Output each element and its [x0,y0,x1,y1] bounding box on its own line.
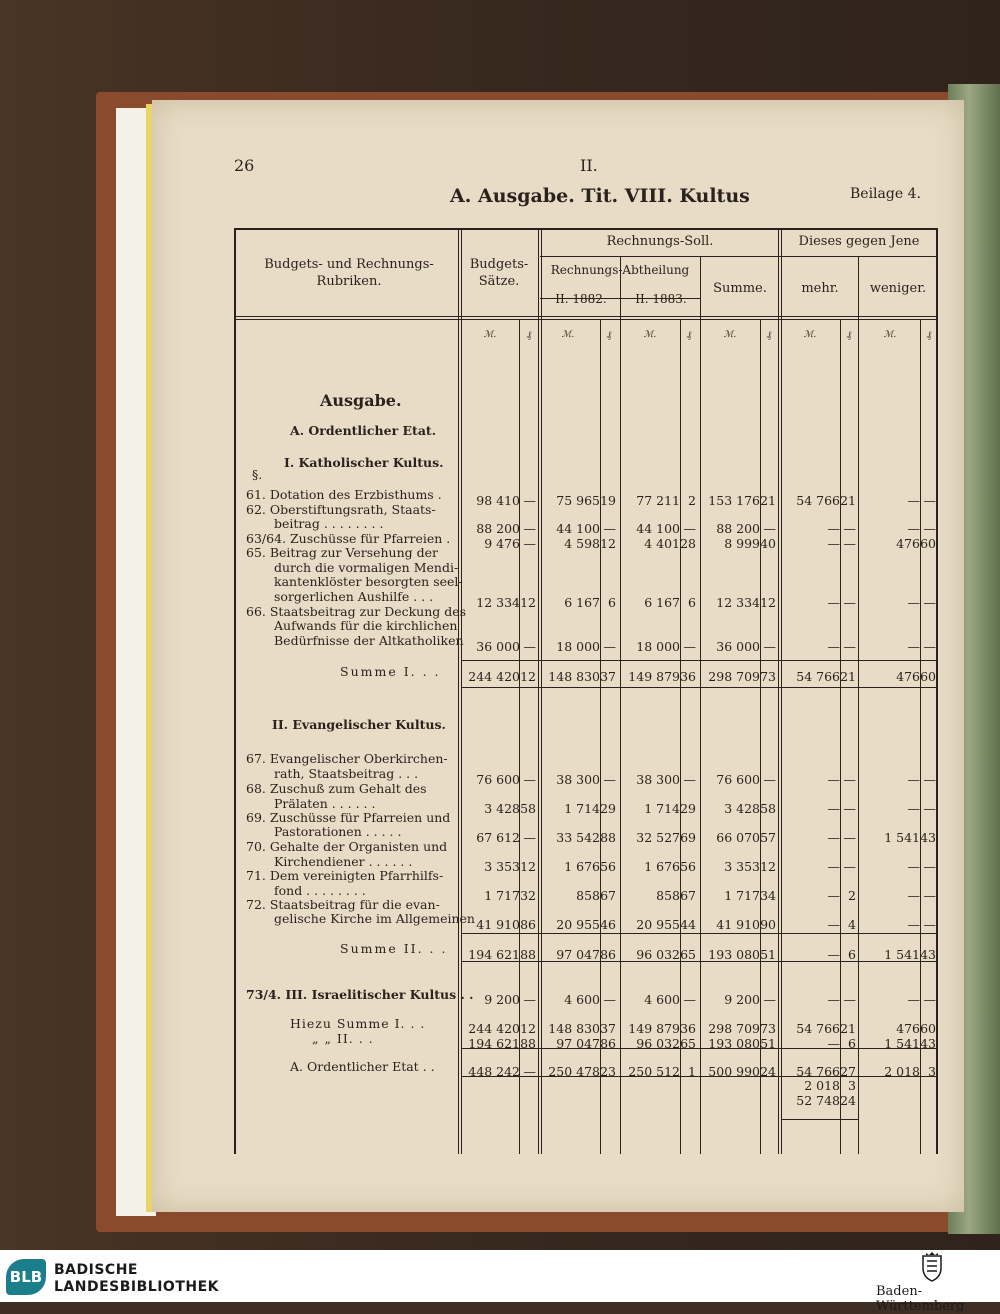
row-label: sorgerlichen Aushilfe . . . [274,589,434,604]
table-cell: 67 612 [476,830,520,845]
table-cell: 12 334 [716,595,760,610]
table-cell: 500 990 [708,1064,760,1079]
table-cell: 77 211 [636,493,680,508]
table-cell: 24 [840,1093,856,1108]
table-cell: 298 709 [708,669,760,684]
table-cell: — [827,859,840,874]
table-cell: 4 [848,917,856,932]
table-cell: 12 [600,536,616,551]
table-cell: 1 717 [724,888,760,903]
unit-pf: ₰ [686,331,692,341]
table-cell: 476 [896,1021,920,1036]
table-cell: — [923,888,936,903]
table-cell: 2 [848,888,856,903]
table-cell: 4 600 [644,992,680,1007]
header-1883: II. 1883. [635,292,687,306]
table-cell: 20 955 [556,917,600,932]
unit-pf: ₰ [766,331,772,341]
table-cell: — [907,801,920,816]
table-cell: 86 [520,917,536,932]
table-cell: 3 428 [724,801,760,816]
table-cell: — [603,992,616,1007]
table-cell: 69 [680,830,696,845]
table-cell: — [843,639,856,654]
table-cell: 149 879 [628,1021,680,1036]
table-cell: 51 [760,947,776,962]
table-cell: — [523,521,536,536]
table-cell: 54 766 [796,1064,840,1079]
table-cell: 67 [600,888,616,903]
table-cell: 88 [600,830,616,845]
table-cell: — [827,947,840,962]
table-cell: 44 100 [636,521,680,536]
table-cell: 88 [520,947,536,962]
table-cell: 67 [680,888,696,903]
table-cell: 51 [760,1036,776,1051]
table-cell: 75 965 [556,493,600,508]
table-cell: 46 [600,917,616,932]
table-cell: — [907,595,920,610]
row-label: 62. Oberstiftungsrath, Staats- [246,502,436,517]
table-cell: 3 353 [724,859,760,874]
table-cell: — [603,521,616,536]
table-cell: 36 000 [476,639,520,654]
header-mehr: mehr. [801,281,839,296]
table-cell: 32 527 [636,830,680,845]
row-label-israelitisch: 73/4. III. Israelitischer Kultus . . [246,987,474,1002]
table-cell: — [907,772,920,787]
row-label: gelische Kirche im Allgemeinen [274,911,475,926]
table-cell: 37 [600,669,616,684]
table-cell: 38 300 [636,772,680,787]
table-cell: 194 621 [468,947,520,962]
row-label: 65. Beitrag zur Versehung der [246,545,439,560]
header-abtheilung: Rechnungs-Abtheilung [550,263,690,277]
section-katholisch: I. Katholischer Kultus. [284,455,444,470]
table-cell: — [523,1064,536,1079]
table-cell: — [843,536,856,551]
table-cell: 9 200 [724,992,760,1007]
table-cell: — [827,917,840,932]
table-cell: — [683,772,696,787]
table-cell: 88 200 [716,521,760,536]
table-cell: — [907,888,920,903]
table-cell: 2 018 [804,1078,840,1093]
state-name: Baden-Württemberg [876,1284,965,1314]
table-cell: — [763,521,776,536]
table-cell: 29 [600,801,616,816]
table-cell: 858 [576,888,600,903]
table-cell: 86 [600,1036,616,1051]
table-cell: 54 766 [796,1021,840,1036]
table-cell: 23 [600,1064,616,1079]
unit-pf: ₰ [526,331,532,341]
table-cell: 1 714 [564,801,600,816]
beilage-label: Beilage 4. [850,186,921,202]
header-dieses: Dieses gegen Jene [798,234,920,249]
table-cell: — [923,521,936,536]
table-cell: 43 [920,947,936,962]
table-cell: 476 [896,669,920,684]
table-cell: 250 478 [548,1064,600,1079]
table-cell: 148 830 [548,1021,600,1036]
table-cell: 153 176 [708,493,760,508]
table-cell: 97 047 [556,947,600,962]
table-cell: 4 598 [564,536,600,551]
table-cell: 19 [600,493,616,508]
table-cell: 44 100 [556,521,600,536]
table-cell: 4 600 [564,992,600,1007]
table-cell: — [523,772,536,787]
table-cell: 21 [760,493,776,508]
table-cell: 21 [840,669,856,684]
table-cell: — [843,801,856,816]
unit-mark: ℳ. [723,330,737,340]
table-cell: 54 766 [796,669,840,684]
table-cell: 1 541 [884,830,920,845]
unit-mark: ℳ. [883,330,897,340]
table-cell: 33 542 [556,830,600,845]
row-label: Bedürfnisse der Altkatholiken [274,633,464,648]
table-cell: 12 [520,1021,536,1036]
table-cell: 88 [520,1036,536,1051]
table-cell: 60 [920,1021,936,1036]
table-cell: 97 047 [556,1036,600,1051]
table-cell: 96 032 [636,1036,680,1051]
table-cell: 858 [656,888,680,903]
table-cell: 90 [760,917,776,932]
page-number: 26 [234,156,255,175]
table-cell: — [843,859,856,874]
table-cell: 73 [760,669,776,684]
table-cell: 194 621 [468,1036,520,1051]
table-cell: 12 [520,595,536,610]
table-cell: — [523,639,536,654]
table-cell: — [827,639,840,654]
table-cell: 1 717 [484,888,520,903]
table-cell: — [763,992,776,1007]
row-label: fond . . . . . . . . [274,883,366,898]
table-cell: — [843,992,856,1007]
table-cell: — [523,536,536,551]
table-cell: 3 [848,1078,856,1093]
table-cell: 148 830 [548,669,600,684]
table-cell: 41 910 [476,917,520,932]
table-cell: 43 [920,830,936,845]
table-cell: 6 [608,595,616,610]
row-label-hiezu-i: Hiezu Summe I. . . [290,1016,426,1031]
table-cell: — [907,493,920,508]
row-label: 66. Staatsbeitrag zur Deckung des [246,604,467,619]
table-cell: — [923,859,936,874]
table-cell: — [923,493,936,508]
table-cell: 21 [840,1021,856,1036]
table-cell: — [827,772,840,787]
table-cell: 60 [920,669,936,684]
table-cell: 38 300 [556,772,600,787]
row-label: Kirchendiener . . . . . . [274,854,413,869]
header-rubriken: Budgets- und Rechnungs-Rubriken. [264,257,434,289]
table-cell: — [827,992,840,1007]
table-cell: — [683,639,696,654]
table-cell: 3 [928,1064,936,1079]
table-cell: 20 955 [636,917,680,932]
table-cell: 56 [600,859,616,874]
header-budget: Budgets-Sätze. [469,257,529,289]
table-cell: 88 200 [476,521,520,536]
table-cell: — [683,992,696,1007]
table-cell: 4 401 [644,536,680,551]
table-cell: 2 [688,493,696,508]
table-cell: 250 512 [628,1064,680,1079]
table-cell: 8 999 [724,536,760,551]
library-name-line2: LANDESBIBLIOTHEK [54,1279,220,1295]
table-cell: 9 200 [484,992,520,1007]
header-summe: Summe. [713,281,767,296]
table-cell: 66 070 [716,830,760,845]
table-cell: 18 000 [556,639,600,654]
table-cell: 1 541 [884,947,920,962]
unit-mark: ℳ. [483,330,497,340]
table-cell: — [603,639,616,654]
table-cell: 27 [840,1064,856,1079]
table-cell: 36 000 [716,639,760,654]
table-cell: 54 766 [796,493,840,508]
table-cell: 298 709 [708,1021,760,1036]
table-cell: 3 353 [484,859,520,874]
table-cell: 193 080 [708,1036,760,1051]
table-cell: 58 [760,801,776,816]
section-evangelisch: II. Evangelischer Kultus. [272,717,446,732]
table-cell: — [827,1036,840,1051]
table-cell: — [843,772,856,787]
table-cell: 65 [680,1036,696,1051]
table-cell: 34 [760,888,776,903]
table-cell: 44 [680,917,696,932]
table-cell: — [827,595,840,610]
table-cell: — [523,493,536,508]
table-cell: — [843,521,856,536]
row-label: 61. Dotation des Erzbisthums . [246,487,442,502]
row-label-ordentlich-total: A. Ordentlicher Etat . . [290,1059,435,1074]
row-label: rath, Staatsbeitrag . . . [274,766,419,781]
table-cell: 76 600 [476,772,520,787]
table-cell: 6 [848,1036,856,1051]
table-cell: — [843,595,856,610]
table-cell: 32 [520,888,536,903]
header-soll: Rechnungs-Soll. [606,234,714,249]
table-cell: — [763,772,776,787]
table-cell: 36 [680,669,696,684]
table-cell: 29 [680,801,696,816]
table-cell: 36 [680,1021,696,1036]
row-label-summe-ii: Summe II. . . [340,941,448,956]
table-cell: — [907,859,920,874]
table-cell: — [923,639,936,654]
row-label: 63/64. Zuschüsse für Pfarreien . [246,531,451,546]
page-heading: A. Ausgabe. Tit. VIII. Kultus [450,185,750,207]
row-label-hiezu-ii: „ „ II. . . [312,1031,374,1046]
table-cell: — [763,639,776,654]
table-cell: 12 [520,859,536,874]
table-cell: 12 [760,859,776,874]
table-cell: 6 167 [644,595,680,610]
table-cell: — [843,830,856,845]
table-cell: 1 [688,1064,696,1079]
table-cell: — [907,639,920,654]
table-cell: — [827,888,840,903]
row-label: 68. Zuschuß zum Gehalt des [246,781,427,796]
table-cell: 6 [688,595,696,610]
table-cell: — [523,830,536,845]
table-cell: 73 [760,1021,776,1036]
table-cell: — [907,521,920,536]
row-label: Prälaten . . . . . . [274,796,376,811]
unit-pf: ₰ [926,331,932,341]
section-number: II. [580,156,598,175]
table-cell: — [683,521,696,536]
table-cell: 40 [760,536,776,551]
section-ausgabe: Ausgabe. [320,391,402,410]
library-name-line1: BADISCHE [54,1262,138,1278]
unit-pf: ₰ [606,331,612,341]
table-cell: 65 [680,947,696,962]
row-label: 70. Gehalte der Organisten und [246,839,448,854]
row-label: kantenklöster besorgten seel- [274,574,463,589]
table-cell: 193 080 [708,947,760,962]
table-cell: 1 714 [644,801,680,816]
row-label: 72. Staatsbeitrag für die evan- [246,897,440,912]
paragraph-sign: §. [252,467,263,482]
section-ordentlich: A. Ordentlicher Etat. [290,423,437,438]
table-cell: 58 [520,801,536,816]
row-label: 67. Evangelischer Oberkirchen- [246,751,448,766]
table-cell: 57 [760,830,776,845]
table-cell: 1 676 [564,859,600,874]
table-cell: 244 420 [468,669,520,684]
table-cell: 6 167 [564,595,600,610]
header-weniger: weniger. [869,281,927,296]
table-cell: — [923,801,936,816]
table-cell: — [907,992,920,1007]
table-cell: — [923,772,936,787]
row-label: durch die vormaligen Mendi- [274,560,459,575]
unit-mark: ℳ. [643,330,657,340]
row-label: beitrag . . . . . . . . [274,516,384,531]
table-cell: 1 676 [644,859,680,874]
unit-pf: ₰ [846,331,852,341]
table-cell: 41 910 [716,917,760,932]
table-cell: — [523,992,536,1007]
row-label-summe-i: Summe I. . . [340,664,441,679]
table-cell: — [827,801,840,816]
table-cell: 3 428 [484,801,520,816]
row-label: Aufwands für die kirchlichen [274,618,458,633]
table-cell: 21 [840,493,856,508]
table-cell: 43 [920,1036,936,1051]
table-cell: 9 476 [484,536,520,551]
table-cell: — [827,521,840,536]
table-cell: 12 [520,669,536,684]
table-cell: — [923,992,936,1007]
row-label: 71. Dem vereinigten Pfarrhilfs- [246,868,444,883]
table-cell: 149 879 [628,669,680,684]
table-cell: 2 018 [884,1064,920,1079]
coat-of-arms-icon [920,1252,944,1282]
unit-mark: ℳ. [803,330,817,340]
table-cell: 86 [600,947,616,962]
table-cell: — [907,917,920,932]
table-cell: — [923,595,936,610]
unit-mark: ℳ. [561,330,575,340]
table-cell: 28 [680,536,696,551]
table-cell: 12 [760,595,776,610]
table-cell: 24 [760,1064,776,1079]
table-cell: 18 000 [636,639,680,654]
table-cell: 12 334 [476,595,520,610]
table-cell: — [827,830,840,845]
table-cell: 96 032 [636,947,680,962]
row-label: Pastorationen . . . . . [274,824,402,839]
table-cell: — [923,917,936,932]
header-1882: II. 1882. [555,292,607,306]
table-cell: 244 420 [468,1021,520,1036]
blb-logo: BLB [6,1259,46,1295]
table-cell: — [603,772,616,787]
table-cell: 1 541 [884,1036,920,1051]
table-cell: — [827,536,840,551]
table-cell: 56 [680,859,696,874]
table-cell: 37 [600,1021,616,1036]
table-cell: 6 [848,947,856,962]
table-cell: 476 [896,536,920,551]
table-cell: 98 410 [476,493,520,508]
table-cell: 448 242 [468,1064,520,1079]
table-cell: 52 748 [796,1093,840,1108]
row-label: 69. Zuschüsse für Pfarreien und [246,810,451,825]
table-cell: 60 [920,536,936,551]
table-cell: 76 600 [716,772,760,787]
